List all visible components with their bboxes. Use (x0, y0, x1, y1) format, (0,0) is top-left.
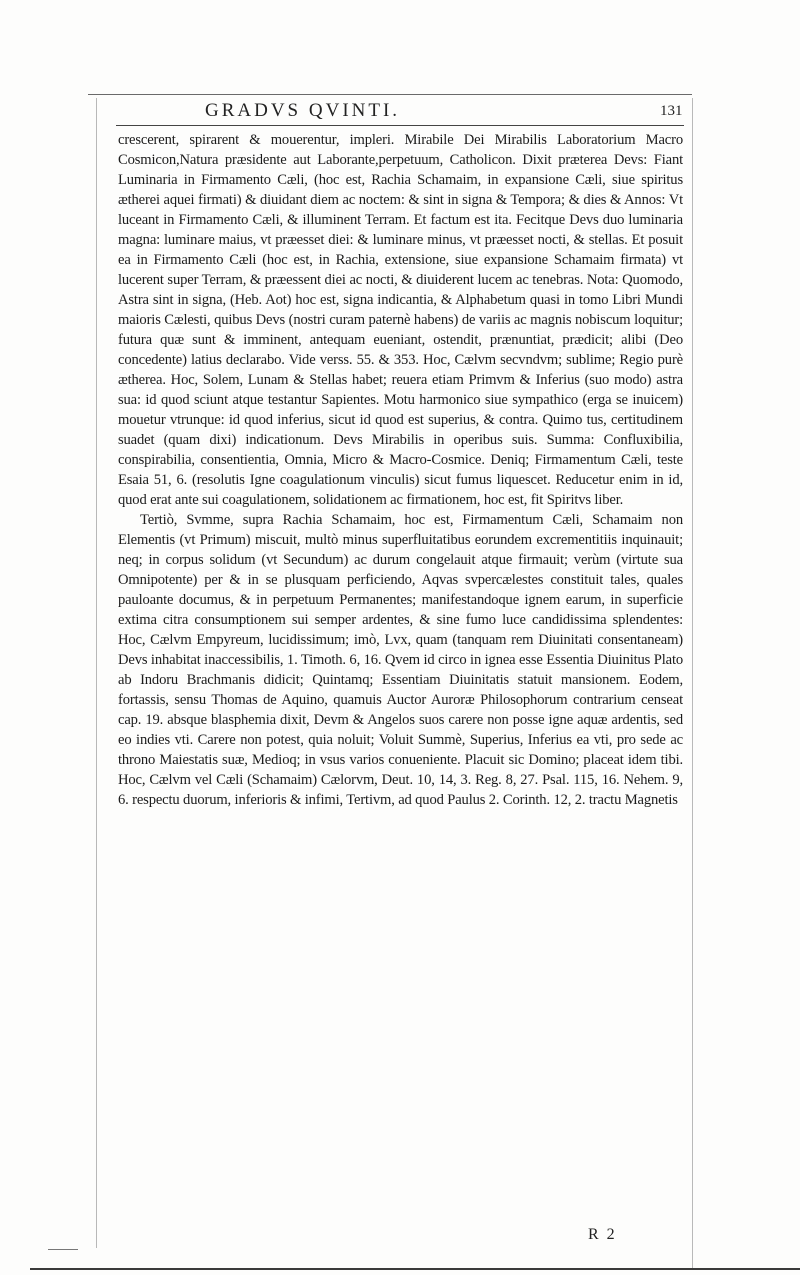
page-edge-top (88, 94, 692, 95)
page-number: 131 (660, 103, 683, 119)
paragraph: crescerent, spirarent & mouerentur, impleri. Mirabile Dei Mirabilis Laboratorium Macro Cosmicon,Natura præsidente aut Laborante,perpetuum, Catholicon. Dixit præterea Devs: Fiant Luminaria in Firmamento Cæli, (hoc est, Rachia Schamaim, in expansione Cæli, siue spiritus ætherei aquei firmati) & diuidant diem ac noctem: & sint in signa & Tempora; & dies & Annos: Vt luceant in Firmamento Cæli, & illuminent Terram. Et factum est ita. Fecitque Devs duo luminaria magna: luminare maius, vt præesset diei: & luminare minus, vt præesset nocti, & stellas. Et posuit ea in Firmamento Cæli (hoc est, in Rachia, extensione, siue expansione Schamaim firmata) vt lucerent super Terram, & præessent diei ac nocti, & diuiderent lucem ac tenebras. Nota: Quomodo, Astra sint in signa, (Heb. Aot) hoc est, signa indicantia, & Alphabetum quasi in tomo Libri Mundi maioris Cælesti, quibus Devs (nostri curam paternè habens) de variis ac magnis nobiscum loquitur; futura quæ sunt & imminent, antequam eueniant, ostendit, prænuntiat, prædicit; alibi (Deo concedente) latius declarabo. Vide verss. 55. & 353. Hoc, Cælvm secvndvm; sublime; Regio purè ætherea. Hoc, Solem, Lunam & Stellas habet; reuera etiam Primvm & Inferius (suo modo) astra sua: id quod sciunt atque testantur Sapientes. Motu harmonico siue sympathico (erga se inuicem) mouetur vtrunque: id quod inferius, sicut id quod est superius, & contra. Quimo tus, certitudinem suadet (quam dixi) indicationum. Devs Mirabilis in operibus suis. Summa: Confluxibilia, conspirabilia, consentientia, Omnia, Micro & Macro-Cosmice. Deniq; Firmamentum Cæli, teste Esaia 51, 6. (resolutis Igne coagulationum vinculis) sicut fumus liquescet. Reducetur enim in id, quod erat ante sui coagulationem, solidationem ac firmationem, hoc est, fit Spiritvs liber. (118, 132, 683, 508)
page-edge-left (96, 98, 97, 1248)
header-rule (116, 125, 684, 126)
text-body (118, 130, 683, 1242)
signature-mark: R 2 (588, 1226, 617, 1243)
margin-mark (48, 1249, 78, 1250)
page-edge-right (692, 98, 693, 1268)
running-head: GRADVS QVINTI. (205, 100, 401, 121)
page-edge-bottom (30, 1268, 800, 1270)
paragraph: Tertiò, Svmme, supra Rachia Schamaim, hoc est, Firmamentum Cæli, Schamaim non Elementis (vt Primum) miscuit, multò minus superfluitatibus eorundem excrementitiis inquinauit; neq; in corpus solidum (vt Secundum) ac durum congelauit atque firmauit; verùm (virtute sua Omnipotente) per & in se plusquam perficiendo, Aqvas svpercælestes constituit tales, quales pauloante documus, & in perpetuum Permanentes; manifestandoque ignem earum, in superficie extima citra consumptionem sui semper ardentes, & sine fumo luce candidissima splendentes: Hoc, Cælvm Empyreum, lucidissimum; imò, Lvx, quam (tanquam rem Diuinitati consentaneam) Devs inhabitat inaccessibilis, 1. Timoth. 6, 16. Qvem id circo in ignea esse Essentia Diuinitus Plato ab Indoru Brachmanis didicit; Quintamq; Essentiam Diuinitatis statuit mansionem. Eodem, fortassis, sensu Thomas de Aquino, quamuis Auctor Auroræ Philosophorum contrarium censeat cap. 19. absque blasphemia dixit, Devm & Angelos suos carere non posse igne aquæ ardentis, sed eo indies vti. Carere non potest, quia noluit; Voluit Summè, Superius, Inferius ea vti, pro sede ac throno Maiestatis suæ, Medioq; in vsus varios conueniente. Placuit sic Domino; placeat idem tibi. Hoc, Cælvm vel Cæli (Schamaim) Cælorvm, Deut. 10, 14, 3. Reg. 8, 27. Psal. 115, 16. Nehem. 9, 6. respectu duorum, inferioris & infimi, Tertivm, ad quod Paulus 2. Corinth. 12, 2. tractu Magnetis (118, 512, 683, 808)
